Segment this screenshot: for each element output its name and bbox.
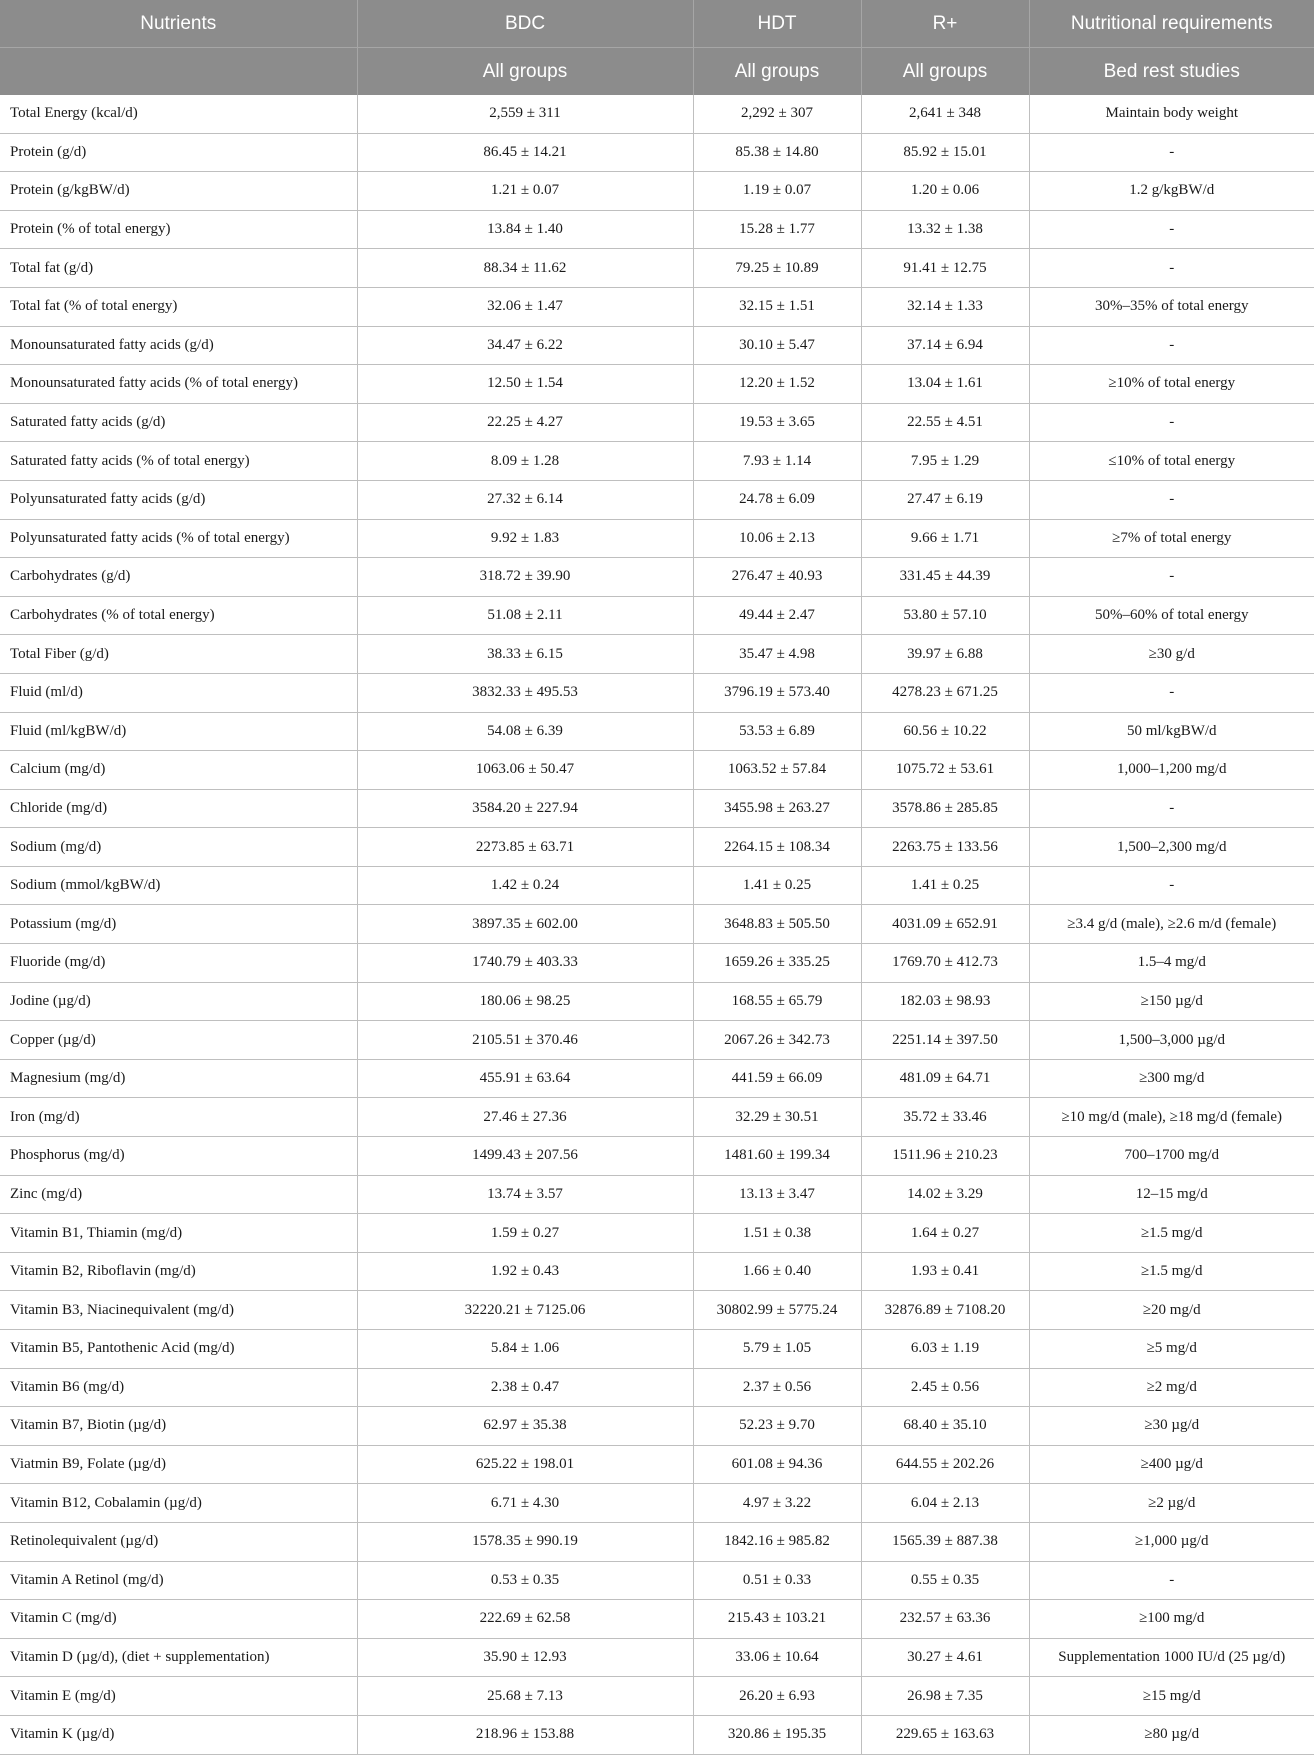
nutrient-name-cell: Sodium (mmol/kgBW/d) xyxy=(0,866,357,905)
bdc-value-cell: 22.25 ± 4.27 xyxy=(357,403,693,442)
requirement-cell: ≥3.4 g/d (male), ≥2.6 m/d (female) xyxy=(1029,905,1314,944)
hdt-value-cell: 10.06 ± 2.13 xyxy=(693,519,861,558)
bdc-value-cell: 9.92 ± 1.83 xyxy=(357,519,693,558)
table-row xyxy=(0,712,1314,751)
r-plus-value-cell: 644.55 ± 202.26 xyxy=(861,1445,1029,1484)
requirement-cell: ≥15 mg/d xyxy=(1029,1677,1314,1716)
nutrient-name-cell: Monounsaturated fatty acids (% of total energy) xyxy=(0,365,357,404)
bdc-value-cell: 32.06 ± 1.47 xyxy=(357,287,693,326)
table-row xyxy=(0,1484,1314,1523)
nutrient-name-cell: Total fat (% of total energy) xyxy=(0,287,357,326)
subheader-bdc: All groups xyxy=(357,48,693,96)
bdc-value-cell: 54.08 ± 6.39 xyxy=(357,712,693,751)
r-plus-value-cell: 1.64 ± 0.27 xyxy=(861,1214,1029,1253)
requirement-cell: ≥30 µg/d xyxy=(1029,1407,1314,1446)
hdt-value-cell: 2.37 ± 0.56 xyxy=(693,1368,861,1407)
requirement-cell: - xyxy=(1029,673,1314,712)
requirement-cell: - xyxy=(1029,133,1314,172)
hdt-value-cell: 1063.52 ± 57.84 xyxy=(693,751,861,790)
r-plus-value-cell: 32.14 ± 1.33 xyxy=(861,287,1029,326)
table-row xyxy=(0,1291,1314,1330)
hdt-value-cell: 85.38 ± 14.80 xyxy=(693,133,861,172)
hdt-value-cell: 1.19 ± 0.07 xyxy=(693,172,861,211)
requirement-cell: ≥5 mg/d xyxy=(1029,1330,1314,1369)
bdc-value-cell: 51.08 ± 2.11 xyxy=(357,596,693,635)
r-plus-value-cell: 1565.39 ± 887.38 xyxy=(861,1522,1029,1561)
requirement-cell: - xyxy=(1029,1561,1314,1600)
bdc-value-cell: 1499.43 ± 207.56 xyxy=(357,1137,693,1176)
requirement-cell: - xyxy=(1029,326,1314,365)
table-row xyxy=(0,1137,1314,1176)
bdc-value-cell: 88.34 ± 11.62 xyxy=(357,249,693,288)
r-plus-value-cell: 9.66 ± 1.71 xyxy=(861,519,1029,558)
table-row xyxy=(0,1368,1314,1407)
hdt-value-cell: 168.55 ± 65.79 xyxy=(693,982,861,1021)
nutrient-name-cell: Vitamin D (µg/d), (diet + supplementation) xyxy=(0,1638,357,1677)
bdc-value-cell: 12.50 ± 1.54 xyxy=(357,365,693,404)
nutrient-name-cell: Copper (µg/d) xyxy=(0,1021,357,1060)
bdc-value-cell: 455.91 ± 63.64 xyxy=(357,1059,693,1098)
hdt-value-cell: 52.23 ± 9.70 xyxy=(693,1407,861,1446)
r-plus-value-cell: 481.09 ± 64.71 xyxy=(861,1059,1029,1098)
nutrient-name-cell: Sodium (mg/d) xyxy=(0,828,357,867)
table-row xyxy=(0,596,1314,635)
requirement-cell: ≥1.5 mg/d xyxy=(1029,1252,1314,1291)
nutrient-name-cell: Carbohydrates (g/d) xyxy=(0,558,357,597)
bdc-value-cell: 2,559 ± 311 xyxy=(357,95,693,133)
subheader-hdt: All groups xyxy=(693,48,861,96)
bdc-value-cell: 13.84 ± 1.40 xyxy=(357,210,693,249)
requirement-cell: ≥30 g/d xyxy=(1029,635,1314,674)
nutrient-name-cell: Saturated fatty acids (g/d) xyxy=(0,403,357,442)
table-row xyxy=(0,1214,1314,1253)
bdc-value-cell: 6.71 ± 4.30 xyxy=(357,1484,693,1523)
bdc-value-cell: 3832.33 ± 495.53 xyxy=(357,673,693,712)
r-plus-value-cell: 39.97 ± 6.88 xyxy=(861,635,1029,674)
r-plus-value-cell: 1075.72 ± 53.61 xyxy=(861,751,1029,790)
r-plus-value-cell: 53.80 ± 57.10 xyxy=(861,596,1029,635)
nutrient-name-cell: Total Fiber (g/d) xyxy=(0,635,357,674)
hdt-value-cell: 35.47 ± 4.98 xyxy=(693,635,861,674)
r-plus-value-cell: 37.14 ± 6.94 xyxy=(861,326,1029,365)
bdc-value-cell: 8.09 ± 1.28 xyxy=(357,442,693,481)
requirement-cell: 1.5–4 mg/d xyxy=(1029,944,1314,983)
nutrient-name-cell: Vitamin B5, Pantothenic Acid (mg/d) xyxy=(0,1330,357,1369)
requirement-cell: - xyxy=(1029,403,1314,442)
nutrient-name-cell: Vitamin B2, Riboflavin (mg/d) xyxy=(0,1252,357,1291)
nutrient-name-cell: Carbohydrates (% of total energy) xyxy=(0,596,357,635)
r-plus-value-cell: 4031.09 ± 652.91 xyxy=(861,905,1029,944)
bdc-value-cell: 27.32 ± 6.14 xyxy=(357,480,693,519)
r-plus-value-cell: 331.45 ± 44.39 xyxy=(861,558,1029,597)
nutrient-name-cell: Monounsaturated fatty acids (g/d) xyxy=(0,326,357,365)
hdt-value-cell: 7.93 ± 1.14 xyxy=(693,442,861,481)
r-plus-value-cell: 2,641 ± 348 xyxy=(861,95,1029,133)
hdt-value-cell: 0.51 ± 0.33 xyxy=(693,1561,861,1600)
bdc-value-cell: 32220.21 ± 7125.06 xyxy=(357,1291,693,1330)
requirement-cell: ≥150 µg/d xyxy=(1029,982,1314,1021)
hdt-value-cell: 2067.26 ± 342.73 xyxy=(693,1021,861,1060)
bdc-value-cell: 625.22 ± 198.01 xyxy=(357,1445,693,1484)
requirement-cell: - xyxy=(1029,210,1314,249)
table-row xyxy=(0,558,1314,597)
subheader-requirements: Bed rest studies xyxy=(1029,48,1314,96)
hdt-value-cell: 1.66 ± 0.40 xyxy=(693,1252,861,1291)
nutrient-name-cell: Vitamin K (µg/d) xyxy=(0,1715,357,1754)
requirement-cell: 12–15 mg/d xyxy=(1029,1175,1314,1214)
r-plus-value-cell: 1.41 ± 0.25 xyxy=(861,866,1029,905)
nutrient-name-cell: Vitamin A Retinol (mg/d) xyxy=(0,1561,357,1600)
bdc-value-cell: 0.53 ± 0.35 xyxy=(357,1561,693,1600)
r-plus-value-cell: 3578.86 ± 285.85 xyxy=(861,789,1029,828)
requirement-cell: 1,000–1,200 mg/d xyxy=(1029,751,1314,790)
r-plus-value-cell: 14.02 ± 3.29 xyxy=(861,1175,1029,1214)
r-plus-value-cell: 0.55 ± 0.35 xyxy=(861,1561,1029,1600)
table-row xyxy=(0,1098,1314,1137)
nutrient-name-cell: Vitamin E (mg/d) xyxy=(0,1677,357,1716)
header-r-plus: R+ xyxy=(861,0,1029,48)
bdc-value-cell: 1578.35 ± 990.19 xyxy=(357,1522,693,1561)
nutrient-name-cell: Jodine (µg/d) xyxy=(0,982,357,1021)
bdc-value-cell: 38.33 ± 6.15 xyxy=(357,635,693,674)
hdt-value-cell: 2264.15 ± 108.34 xyxy=(693,828,861,867)
requirement-cell: - xyxy=(1029,558,1314,597)
hdt-value-cell: 33.06 ± 10.64 xyxy=(693,1638,861,1677)
nutrient-name-cell: Fluid (ml/kgBW/d) xyxy=(0,712,357,751)
subheader-r-plus: All groups xyxy=(861,48,1029,96)
bdc-value-cell: 86.45 ± 14.21 xyxy=(357,133,693,172)
table-body xyxy=(0,95,1314,1754)
table-row xyxy=(0,1715,1314,1754)
bdc-value-cell: 34.47 ± 6.22 xyxy=(357,326,693,365)
hdt-value-cell: 3455.98 ± 263.27 xyxy=(693,789,861,828)
bdc-value-cell: 1.21 ± 0.07 xyxy=(357,172,693,211)
bdc-value-cell: 35.90 ± 12.93 xyxy=(357,1638,693,1677)
requirement-cell: 1,500–2,300 mg/d xyxy=(1029,828,1314,867)
table-row xyxy=(0,249,1314,288)
requirement-cell: 50 ml/kgBW/d xyxy=(1029,712,1314,751)
table-row xyxy=(0,905,1314,944)
r-plus-value-cell: 1.20 ± 0.06 xyxy=(861,172,1029,211)
nutrient-name-cell: Polyunsaturated fatty acids (% of total energy) xyxy=(0,519,357,558)
nutrient-name-cell: Iron (mg/d) xyxy=(0,1098,357,1137)
nutrient-name-cell: Protein (g/kgBW/d) xyxy=(0,172,357,211)
nutrient-name-cell: Fluid (ml/d) xyxy=(0,673,357,712)
header-requirements: Nutritional requirements xyxy=(1029,0,1314,48)
hdt-value-cell: 12.20 ± 1.52 xyxy=(693,365,861,404)
table-row xyxy=(0,1677,1314,1716)
nutrient-name-cell: Vitamin B7, Biotin (µg/d) xyxy=(0,1407,357,1446)
bdc-value-cell: 13.74 ± 3.57 xyxy=(357,1175,693,1214)
bdc-value-cell: 1.92 ± 0.43 xyxy=(357,1252,693,1291)
requirement-cell: ≥100 mg/d xyxy=(1029,1600,1314,1639)
hdt-value-cell: 1842.16 ± 985.82 xyxy=(693,1522,861,1561)
table-row xyxy=(0,1522,1314,1561)
table-row xyxy=(0,1638,1314,1677)
hdt-value-cell: 19.53 ± 3.65 xyxy=(693,403,861,442)
requirement-cell: - xyxy=(1029,480,1314,519)
bdc-value-cell: 218.96 ± 153.88 xyxy=(357,1715,693,1754)
requirement-cell: ≤10% of total energy xyxy=(1029,442,1314,481)
hdt-value-cell: 49.44 ± 2.47 xyxy=(693,596,861,635)
hdt-value-cell: 215.43 ± 103.21 xyxy=(693,1600,861,1639)
nutrient-name-cell: Protein (g/d) xyxy=(0,133,357,172)
nutrient-name-cell: Chloride (mg/d) xyxy=(0,789,357,828)
hdt-value-cell: 1481.60 ± 199.34 xyxy=(693,1137,861,1176)
r-plus-value-cell: 1511.96 ± 210.23 xyxy=(861,1137,1029,1176)
hdt-value-cell: 276.47 ± 40.93 xyxy=(693,558,861,597)
hdt-value-cell: 4.97 ± 3.22 xyxy=(693,1484,861,1523)
requirement-cell: ≥1,000 µg/d xyxy=(1029,1522,1314,1561)
requirement-cell: ≥400 µg/d xyxy=(1029,1445,1314,1484)
hdt-value-cell: 2,292 ± 307 xyxy=(693,95,861,133)
table-row xyxy=(0,210,1314,249)
bdc-value-cell: 2273.85 ± 63.71 xyxy=(357,828,693,867)
r-plus-value-cell: 2.45 ± 0.56 xyxy=(861,1368,1029,1407)
hdt-value-cell: 1.51 ± 0.38 xyxy=(693,1214,861,1253)
nutrient-name-cell: Magnesium (mg/d) xyxy=(0,1059,357,1098)
bdc-value-cell: 3584.20 ± 227.94 xyxy=(357,789,693,828)
nutrient-name-cell: Total Energy (kcal/d) xyxy=(0,95,357,133)
r-plus-value-cell: 13.32 ± 1.38 xyxy=(861,210,1029,249)
hdt-value-cell: 53.53 ± 6.89 xyxy=(693,712,861,751)
table-row xyxy=(0,982,1314,1021)
hdt-value-cell: 26.20 ± 6.93 xyxy=(693,1677,861,1716)
r-plus-value-cell: 2251.14 ± 397.50 xyxy=(861,1021,1029,1060)
hdt-value-cell: 30802.99 ± 5775.24 xyxy=(693,1291,861,1330)
table-row xyxy=(0,133,1314,172)
table-row xyxy=(0,1252,1314,1291)
table-row xyxy=(0,1407,1314,1446)
table-header xyxy=(0,0,1314,95)
requirement-cell: 1,500–3,000 µg/d xyxy=(1029,1021,1314,1060)
bdc-value-cell: 5.84 ± 1.06 xyxy=(357,1330,693,1369)
hdt-value-cell: 24.78 ± 6.09 xyxy=(693,480,861,519)
r-plus-value-cell: 1.93 ± 0.41 xyxy=(861,1252,1029,1291)
table-row xyxy=(0,944,1314,983)
nutrient-name-cell: Vitamin B3, Niacinequivalent (mg/d) xyxy=(0,1291,357,1330)
requirement-cell: ≥10 mg/d (male), ≥18 mg/d (female) xyxy=(1029,1098,1314,1137)
table-row xyxy=(0,287,1314,326)
header-row xyxy=(0,0,1314,48)
nutrient-name-cell: Fluoride (mg/d) xyxy=(0,944,357,983)
hdt-value-cell: 320.86 ± 195.35 xyxy=(693,1715,861,1754)
r-plus-value-cell: 4278.23 ± 671.25 xyxy=(861,673,1029,712)
hdt-value-cell: 15.28 ± 1.77 xyxy=(693,210,861,249)
requirement-cell: 30%–35% of total energy xyxy=(1029,287,1314,326)
r-plus-value-cell: 13.04 ± 1.61 xyxy=(861,365,1029,404)
nutrient-name-cell: Saturated fatty acids (% of total energy) xyxy=(0,442,357,481)
r-plus-value-cell: 1769.70 ± 412.73 xyxy=(861,944,1029,983)
table-row xyxy=(0,480,1314,519)
nutrient-name-cell: Viatmin B9, Folate (µg/d) xyxy=(0,1445,357,1484)
table-row xyxy=(0,519,1314,558)
nutrient-name-cell: Phosphorus (mg/d) xyxy=(0,1137,357,1176)
table-row xyxy=(0,1021,1314,1060)
table-row xyxy=(0,442,1314,481)
hdt-value-cell: 30.10 ± 5.47 xyxy=(693,326,861,365)
hdt-value-cell: 13.13 ± 3.47 xyxy=(693,1175,861,1214)
r-plus-value-cell: 35.72 ± 33.46 xyxy=(861,1098,1029,1137)
nutrient-name-cell: Retinolequivalent (µg/d) xyxy=(0,1522,357,1561)
bdc-value-cell: 2105.51 ± 370.46 xyxy=(357,1021,693,1060)
subheader-empty xyxy=(0,48,357,96)
nutrient-name-cell: Potassium (mg/d) xyxy=(0,905,357,944)
table-row xyxy=(0,172,1314,211)
table-row xyxy=(0,866,1314,905)
r-plus-value-cell: 182.03 ± 98.93 xyxy=(861,982,1029,1021)
hdt-value-cell: 601.08 ± 94.36 xyxy=(693,1445,861,1484)
nutrient-name-cell: Total fat (g/d) xyxy=(0,249,357,288)
requirement-cell: - xyxy=(1029,249,1314,288)
r-plus-value-cell: 6.04 ± 2.13 xyxy=(861,1484,1029,1523)
r-plus-value-cell: 7.95 ± 1.29 xyxy=(861,442,1029,481)
requirement-cell: ≥300 mg/d xyxy=(1029,1059,1314,1098)
requirement-cell: ≥7% of total energy xyxy=(1029,519,1314,558)
hdt-value-cell: 441.59 ± 66.09 xyxy=(693,1059,861,1098)
r-plus-value-cell: 27.47 ± 6.19 xyxy=(861,480,1029,519)
table-row xyxy=(0,789,1314,828)
r-plus-value-cell: 32876.89 ± 7108.20 xyxy=(861,1291,1029,1330)
subheader-row xyxy=(0,48,1314,96)
r-plus-value-cell: 229.65 ± 163.63 xyxy=(861,1715,1029,1754)
table-row xyxy=(0,751,1314,790)
bdc-value-cell: 1.59 ± 0.27 xyxy=(357,1214,693,1253)
requirement-cell: - xyxy=(1029,789,1314,828)
r-plus-value-cell: 85.92 ± 15.01 xyxy=(861,133,1029,172)
requirement-cell: ≥80 µg/d xyxy=(1029,1715,1314,1754)
r-plus-value-cell: 60.56 ± 10.22 xyxy=(861,712,1029,751)
header-bdc: BDC xyxy=(357,0,693,48)
table-row xyxy=(0,1059,1314,1098)
table-row xyxy=(0,403,1314,442)
bdc-value-cell: 25.68 ± 7.13 xyxy=(357,1677,693,1716)
table-row xyxy=(0,1445,1314,1484)
table-row xyxy=(0,326,1314,365)
requirement-cell: Maintain body weight xyxy=(1029,95,1314,133)
bdc-value-cell: 1740.79 ± 403.33 xyxy=(357,944,693,983)
hdt-value-cell: 5.79 ± 1.05 xyxy=(693,1330,861,1369)
requirement-cell: ≥10% of total energy xyxy=(1029,365,1314,404)
nutrient-name-cell: Polyunsaturated fatty acids (g/d) xyxy=(0,480,357,519)
requirement-cell: ≥2 mg/d xyxy=(1029,1368,1314,1407)
nutrient-name-cell: Vitamin B12, Cobalamin (µg/d) xyxy=(0,1484,357,1523)
requirement-cell: ≥1.5 mg/d xyxy=(1029,1214,1314,1253)
r-plus-value-cell: 30.27 ± 4.61 xyxy=(861,1638,1029,1677)
r-plus-value-cell: 26.98 ± 7.35 xyxy=(861,1677,1029,1716)
nutrient-name-cell: Calcium (mg/d) xyxy=(0,751,357,790)
table-row xyxy=(0,365,1314,404)
requirement-cell: ≥2 µg/d xyxy=(1029,1484,1314,1523)
r-plus-value-cell: 91.41 ± 12.75 xyxy=(861,249,1029,288)
hdt-value-cell: 32.15 ± 1.51 xyxy=(693,287,861,326)
bdc-value-cell: 2.38 ± 0.47 xyxy=(357,1368,693,1407)
table-row xyxy=(0,828,1314,867)
requirement-cell: - xyxy=(1029,866,1314,905)
r-plus-value-cell: 2263.75 ± 133.56 xyxy=(861,828,1029,867)
table-row xyxy=(0,635,1314,674)
hdt-value-cell: 3796.19 ± 573.40 xyxy=(693,673,861,712)
bdc-value-cell: 27.46 ± 27.36 xyxy=(357,1098,693,1137)
bdc-value-cell: 180.06 ± 98.25 xyxy=(357,982,693,1021)
requirement-cell: Supplementation 1000 IU/d (25 µg/d) xyxy=(1029,1638,1314,1677)
nutrient-name-cell: Vitamin C (mg/d) xyxy=(0,1600,357,1639)
hdt-value-cell: 3648.83 ± 505.50 xyxy=(693,905,861,944)
r-plus-value-cell: 6.03 ± 1.19 xyxy=(861,1330,1029,1369)
requirement-cell: 700–1700 mg/d xyxy=(1029,1137,1314,1176)
nutrient-name-cell: Zinc (mg/d) xyxy=(0,1175,357,1214)
bdc-value-cell: 1.42 ± 0.24 xyxy=(357,866,693,905)
table-row xyxy=(0,673,1314,712)
r-plus-value-cell: 22.55 ± 4.51 xyxy=(861,403,1029,442)
hdt-value-cell: 32.29 ± 30.51 xyxy=(693,1098,861,1137)
header-nutrients: Nutrients xyxy=(0,0,357,48)
table-row xyxy=(0,1600,1314,1639)
bdc-value-cell: 3897.35 ± 602.00 xyxy=(357,905,693,944)
hdt-value-cell: 1659.26 ± 335.25 xyxy=(693,944,861,983)
requirement-cell: 1.2 g/kgBW/d xyxy=(1029,172,1314,211)
table-row xyxy=(0,1175,1314,1214)
header-hdt: HDT xyxy=(693,0,861,48)
hdt-value-cell: 79.25 ± 10.89 xyxy=(693,249,861,288)
hdt-value-cell: 1.41 ± 0.25 xyxy=(693,866,861,905)
nutrient-name-cell: Vitamin B6 (mg/d) xyxy=(0,1368,357,1407)
table-row xyxy=(0,95,1314,133)
r-plus-value-cell: 68.40 ± 35.10 xyxy=(861,1407,1029,1446)
table-row xyxy=(0,1330,1314,1369)
bdc-value-cell: 62.97 ± 35.38 xyxy=(357,1407,693,1446)
bdc-value-cell: 1063.06 ± 50.47 xyxy=(357,751,693,790)
nutrient-name-cell: Vitamin B1, Thiamin (mg/d) xyxy=(0,1214,357,1253)
bdc-value-cell: 222.69 ± 62.58 xyxy=(357,1600,693,1639)
bdc-value-cell: 318.72 ± 39.90 xyxy=(357,558,693,597)
requirement-cell: ≥20 mg/d xyxy=(1029,1291,1314,1330)
r-plus-value-cell: 232.57 ± 63.36 xyxy=(861,1600,1029,1639)
requirement-cell: 50%–60% of total energy xyxy=(1029,596,1314,635)
nutrient-name-cell: Protein (% of total energy) xyxy=(0,210,357,249)
table-row xyxy=(0,1561,1314,1600)
